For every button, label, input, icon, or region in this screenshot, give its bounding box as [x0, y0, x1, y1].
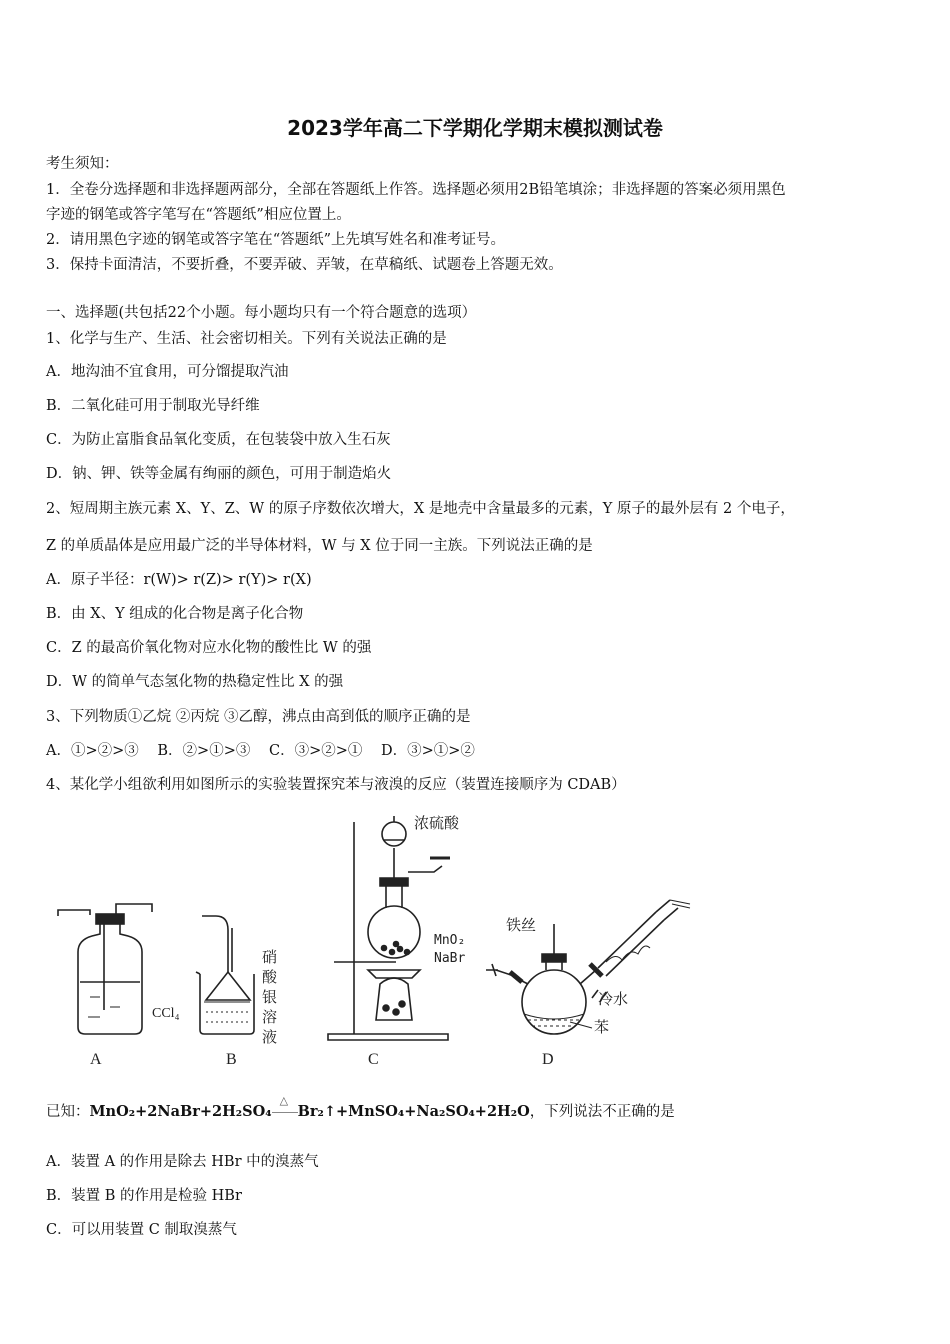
- page-title: 2023学年高二下学期化学期末模拟测试卷: [287, 116, 663, 140]
- q3-option-c: C．③>②>①: [268, 743, 363, 759]
- agno3-char-2: 酸: [262, 968, 278, 986]
- mno2-label: MnO₂: [434, 933, 466, 948]
- label-d: D: [542, 1051, 554, 1068]
- q2-stem-line2: Z 的单质晶体是应用最广泛的半导体材料，W 与 X 位于同一主族。下列说法正确的是: [46, 538, 593, 554]
- conc-acid-label: 浓硫酸: [414, 814, 460, 832]
- q2-option-d: D．W 的简单气态氢化物的热稳定性比 X 的强: [46, 674, 344, 690]
- apparatus-b: [196, 916, 278, 1068]
- agno3-char-5: 液: [262, 1028, 278, 1046]
- label-c: C: [368, 1051, 379, 1068]
- q1-option-d: D．钠、钾、铁等金属有绚丽的颜色，可用于制造焰火: [46, 466, 392, 482]
- known-prefix: 已知：: [46, 1104, 90, 1120]
- notice-heading: 考生须知：: [46, 156, 119, 172]
- q3-option-a: A．①>②>③: [46, 743, 139, 759]
- label-b: B: [226, 1051, 237, 1068]
- q4-option-c: C．可以用装置 C 制取溴蒸气: [46, 1222, 237, 1238]
- notice-item-1-cont: 字迹的钢笔或答字笔写在“答题纸”相应位置上。: [46, 207, 351, 223]
- q1-option-a: A．地沟油不宜食用，可分馏提取汽油: [46, 364, 289, 380]
- q2-stem-line1: 2、短周期主族元素 X、Y、Z、W 的原子序数依次增大，X 是地壳中含量最多的元素，Y 原子的最外层有 2 个电子，: [46, 501, 795, 517]
- apparatus-figure: [50, 812, 700, 1072]
- q3-options: [46, 739, 489, 760]
- apparatus-d: [486, 900, 690, 1068]
- agno3-char-3: 银: [262, 988, 278, 1006]
- q4-known-equation: [46, 1094, 675, 1121]
- equation-left: MnO₂+2NaBr+2H₂SO₄: [89, 1103, 272, 1120]
- heat-symbol: [272, 1094, 298, 1120]
- apparatus-a: [58, 904, 180, 1068]
- q1-stem: 1、化学与生产、生活、社会密切相关。下列有关说法正确的是: [46, 331, 447, 347]
- equation-right: Br₂↑+MnSO₄+Na₂SO₄+2H₂O: [297, 1103, 530, 1120]
- q2-option-b: B．由 X、Y 组成的化合物是离子化合物: [46, 606, 304, 622]
- known-suffix: ，下列说法不正确的是: [529, 1104, 675, 1120]
- heat-triangle: △: [279, 1094, 289, 1107]
- cold-water-label: 冷水: [598, 990, 629, 1008]
- q3-option-d: D．③>①>②: [380, 743, 475, 759]
- q4-stem: 4、某化学小组欲利用如图所示的实验装置探究苯与液溴的反应（装置连接顺序为 CDAB）: [46, 777, 626, 793]
- notice-item-3: 3．保持卡面清洁，不要折叠，不要弄破、弄皱，在草稿纸、试题卷上答题无效。: [46, 257, 563, 273]
- q4-option-b: B．装置 B 的作用是检验 HBr: [46, 1188, 242, 1204]
- q3-option-b: B．②>①>③: [157, 743, 251, 759]
- apparatus-c: [328, 814, 465, 1068]
- iron-wire-label: 铁丝: [506, 916, 537, 934]
- benzene-label: 苯: [594, 1018, 610, 1036]
- label-a: A: [90, 1051, 102, 1068]
- agno3-char-4: 溶: [262, 1008, 278, 1026]
- nabr-label: NaBr: [434, 951, 466, 966]
- q3-stem: 3、下列物质①乙烷 ②丙烷 ③乙醇，沸点由高到低的顺序正确的是: [46, 709, 471, 725]
- q2-option-a: A．原子半径：r(W)> r(Z)> r(Y)> r(X): [46, 572, 312, 588]
- q1-option-b: B．二氧化硅可用于制取光导纤维: [46, 398, 260, 414]
- notice-item-1: 1．全卷分选择题和非选择题两部分，全部在答题纸上作答。选择题必须用2B铅笔填涂；非选择题的答案必须用黑色: [46, 182, 786, 198]
- q2-option-c: C．Z 的最高价氧化物对应水化物的酸性比 W 的强: [46, 640, 372, 656]
- section-heading: 一、选择题(共包括22个小题。每小题均只有一个符合题意的选项）: [46, 305, 477, 321]
- q1-option-c: C．为防止富脂食品氧化变质，在包装袋中放入生石灰: [46, 432, 391, 448]
- q4-option-a: A．装置 A 的作用是除去 HBr 中的溴蒸气: [46, 1154, 319, 1170]
- notice-item-2: 2．请用黑色字迹的钢笔或答字笔在“答题纸”上先填写姓名和准考证号。: [46, 232, 506, 248]
- ccl4-label: CCl₄: [152, 1006, 180, 1021]
- agno3-char-1: 硝: [262, 948, 278, 966]
